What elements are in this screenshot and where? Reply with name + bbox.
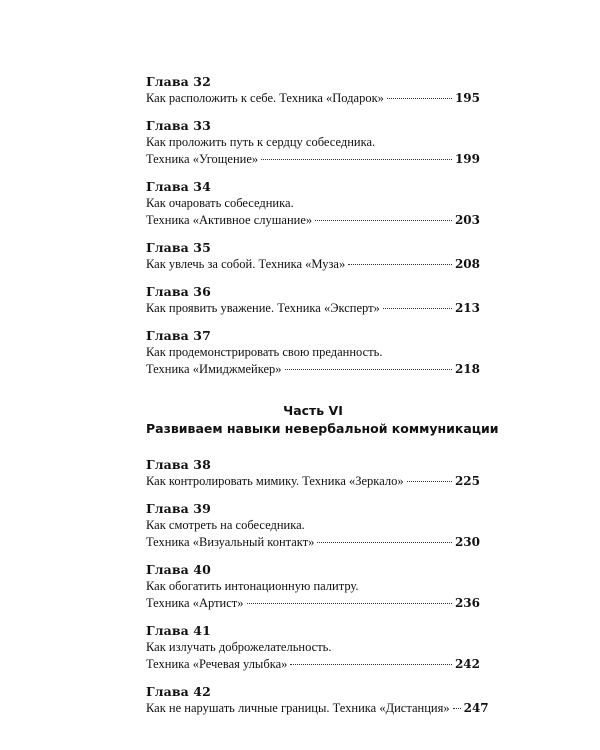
part-number: Часть VI — [283, 403, 343, 418]
technique-title: Техника «Активное слушание» — [146, 213, 313, 227]
technique-title: Техника «Имиджмейкер» — [146, 362, 282, 376]
toc-entry-40 — [146, 561, 480, 612]
chapter-title-line: Как проложить путь к сердцу собеседника. — [146, 135, 376, 149]
part-title: Развиваем навыки невербальной коммуникации — [146, 421, 499, 436]
chapter-title-line: Как смотреть на собеседника. — [146, 518, 305, 532]
toc-leader-line — [146, 256, 480, 273]
chapter-heading: Глава 39 — [146, 501, 211, 516]
page-number: 236 — [454, 596, 480, 610]
dot-leader — [407, 481, 452, 482]
page-number: 218 — [454, 362, 480, 376]
chapter-heading: Глава 38 — [146, 457, 211, 472]
toc-leader-line — [146, 361, 480, 378]
chapter-heading: Глава 32 — [146, 74, 211, 89]
technique-title: Техника «Речевая улыбка» — [146, 657, 288, 671]
toc-entry-39 — [146, 500, 480, 551]
dot-leader — [383, 308, 452, 309]
toc-leader-line — [146, 595, 480, 612]
dot-leader — [348, 264, 452, 265]
chapter-heading: Глава 34 — [146, 179, 211, 194]
toc-leader-line — [146, 90, 480, 107]
chapter-title-line: Как обогатить интонационную палитру. — [146, 579, 359, 593]
page-number: 213 — [454, 301, 480, 315]
dot-leader — [290, 664, 452, 665]
chapter-heading: Глава 35 — [146, 240, 211, 255]
chapter-title: Как проявить уважение. Техника «Эксперт» — [146, 301, 380, 315]
chapter-title: Как увлечь за собой. Техника «Муза» — [146, 257, 346, 271]
toc-section-a — [146, 73, 480, 378]
toc-leader-line — [146, 151, 480, 168]
toc-entry-35 — [146, 239, 480, 273]
toc-section-b — [146, 456, 489, 717]
table-of-contents — [146, 73, 499, 727]
toc-leader-line — [146, 473, 480, 490]
page-number: 242 — [454, 657, 480, 671]
dot-leader — [453, 708, 461, 709]
toc-entry-37 — [146, 327, 480, 378]
dot-leader — [317, 542, 452, 543]
technique-title: Техника «Угощение» — [146, 152, 259, 166]
dot-leader — [315, 220, 452, 221]
toc-entry-33 — [146, 117, 480, 168]
technique-title: Техника «Артист» — [146, 596, 244, 610]
page-number: 230 — [454, 535, 480, 549]
dot-leader — [285, 369, 452, 370]
chapter-heading: Глава 36 — [146, 284, 211, 299]
toc-leader-line — [146, 300, 480, 317]
chapter-title: Как не нарушать личные границы. Техника «Дистанция» — [146, 701, 450, 715]
toc-entry-41 — [146, 622, 480, 673]
toc-entry-32 — [146, 73, 480, 107]
chapter-title-line: Как излучать доброжелательность. — [146, 640, 332, 654]
page-number: 225 — [454, 474, 480, 488]
chapter-heading: Глава 37 — [146, 328, 211, 343]
toc-leader-line — [146, 700, 489, 717]
toc-leader-line — [146, 656, 480, 673]
chapter-heading: Глава 42 — [146, 684, 211, 699]
chapter-title: Как контролировать мимику. Техника «Зеркало» — [146, 474, 404, 488]
page-number: 247 — [463, 701, 489, 715]
toc-entry-36 — [146, 283, 480, 317]
dot-leader — [387, 98, 452, 99]
dot-leader — [247, 603, 452, 604]
dot-leader — [261, 159, 452, 160]
page-number: 199 — [454, 152, 480, 166]
chapter-heading: Глава 33 — [146, 118, 211, 133]
chapter-title-line: Как продемонстрировать свою преданность. — [146, 345, 383, 359]
page-number: 203 — [454, 213, 480, 227]
chapter-title-line: Как очаровать собеседника. — [146, 196, 294, 210]
part-heading — [146, 402, 499, 438]
toc-entry-34 — [146, 178, 480, 229]
page-number: 195 — [454, 91, 480, 105]
page-number: 208 — [454, 257, 480, 271]
toc-leader-line — [146, 212, 480, 229]
technique-title: Техника «Визуальный контакт» — [146, 535, 315, 549]
toc-leader-line — [146, 534, 480, 551]
toc-entry-42 — [146, 683, 489, 717]
chapter-title: Как расположить к себе. Техника «Подарок» — [146, 91, 384, 105]
chapter-heading: Глава 40 — [146, 562, 211, 577]
chapter-heading: Глава 41 — [146, 623, 211, 638]
toc-entry-38 — [146, 456, 480, 490]
